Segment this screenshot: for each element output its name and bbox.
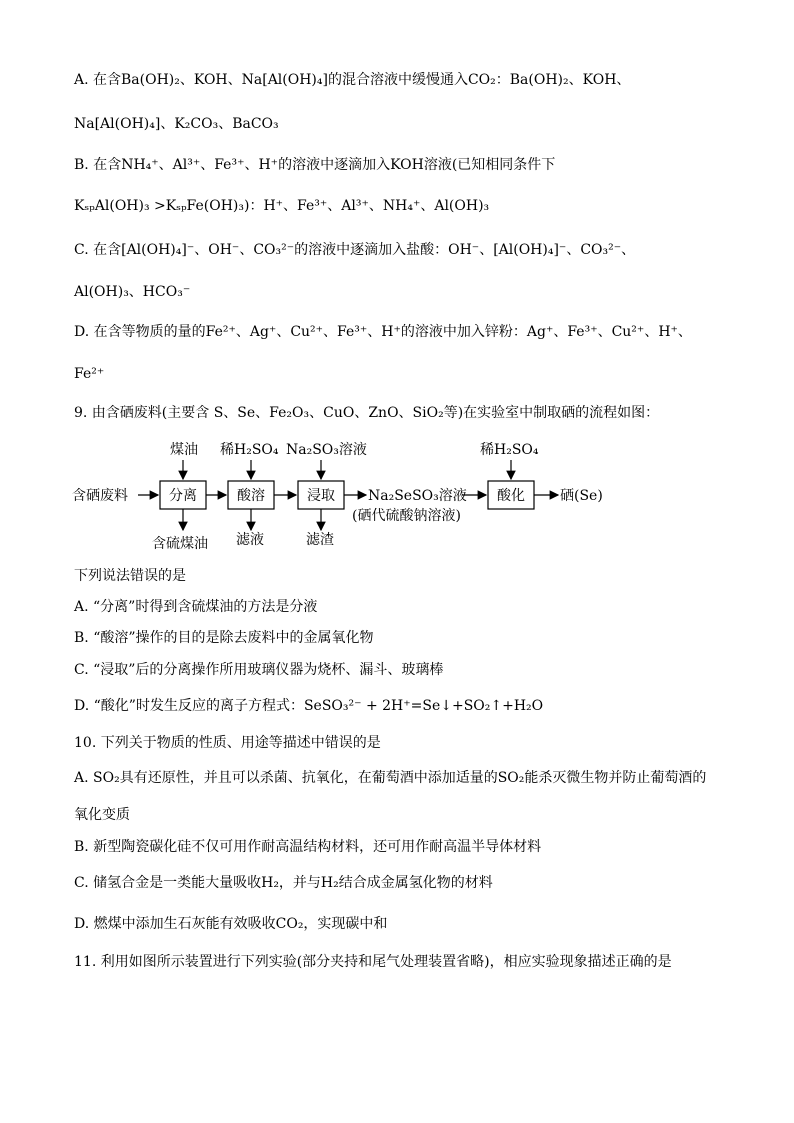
q11-stem: 11. 利用如图所示装置进行下列实验(部分夹持和尾气处理装置省略)，相应实验现象描述正确的是 bbox=[74, 954, 672, 970]
intermediate-solution-label: Na₂SeSO₃溶液 bbox=[368, 488, 467, 504]
q10-option-d: D. 燃煤中添加生石灰能有效吸收CO₂，实现碳中和 bbox=[74, 916, 388, 932]
byproduct-sulfur-kerosene: 含硫煤油 bbox=[152, 536, 208, 552]
q9-prompt: 下列说法错误的是 bbox=[74, 568, 186, 584]
q9-option-a: A. “分离”时得到含硫煤油的方法是分液 bbox=[74, 599, 318, 615]
q8-option-d-line1: D. 在含等物质的量的Fe²⁺、Ag⁺、Cu²⁺、Fe³⁺、H⁺的溶液中加入锌粉：Ag⁺、Fe³⁺、Cu²⁺、H⁺、 bbox=[74, 324, 692, 340]
q8-option-c-line2: Al(OH)₃、HCO₃⁻ bbox=[74, 284, 191, 300]
flow-output-label: 硒(Se) bbox=[560, 488, 603, 504]
intermediate-note: (硒代硫酸钠溶液) bbox=[352, 508, 461, 524]
q8-option-b-line1: B. 在含NH₄⁺、Al³⁺、Fe³⁺、H⁺的溶液中逐滴加入KOH溶液(已知相同条件下 bbox=[74, 157, 556, 173]
q9-option-c: C. “浸取”后的分离操作所用玻璃仪器为烧杯、漏斗、玻璃棒 bbox=[74, 662, 444, 678]
reagent-dilute-sulfuric-1: 稀H₂SO₄ bbox=[220, 442, 279, 458]
q10-option-a-line1: A. SO₂具有还原性，并且可以杀菌、抗氧化，在葡萄酒中添加适量的SO₂能杀灭微生物并防止葡萄酒的 bbox=[74, 770, 707, 786]
flow-input-label: 含硒废料 bbox=[72, 488, 128, 504]
q8-option-a-line1: A. 在含Ba(OH)₂、KOH、Na[Al(OH)₄]的混合溶液中缓慢通入CO₂：Ba(OH)₂、KOH、 bbox=[74, 72, 631, 88]
process-flow-diagram bbox=[70, 436, 630, 556]
reagent-kerosene: 煤油 bbox=[170, 442, 198, 458]
step-label-acid-dissolve: 酸溶 bbox=[237, 488, 265, 504]
step-label-acidify: 酸化 bbox=[497, 488, 525, 504]
step-label-leach: 浸取 bbox=[307, 488, 335, 504]
q8-option-a-line2: Na[Al(OH)₄]、K₂CO₃、BaCO₃ bbox=[74, 116, 279, 132]
q10-stem: 10. 下列关于物质的性质、用途等描述中错误的是 bbox=[74, 735, 381, 751]
q8-option-c-line1: C. 在含[Al(OH)₄]⁻、OH⁻、CO₃²⁻的溶液中逐滴加入盐酸：OH⁻、[Al(OH)₄]⁻、CO₃²⁻、 bbox=[74, 242, 636, 258]
reagent-dilute-sulfuric-2: 稀H₂SO₄ bbox=[480, 442, 539, 458]
q8-option-b-line2: KₛₚAl(OH)₃ >KₛₚFe(OH)₃)：H⁺、Fe³⁺、Al³⁺、NH₄⁺、Al(OH)₃ bbox=[74, 198, 490, 214]
q9-option-d: D. “酸化”时发生反应的离子方程式：SeSO₃²⁻ + 2H⁺=Se↓+SO₂↑+H₂O bbox=[74, 698, 544, 714]
q9-stem: 9. 由含硒废料(主要含 S、Se、Fe₂O₃、CuO、ZnO、SiO₂等)在实验室中制取硒的流程如图： bbox=[74, 405, 660, 421]
q10-option-a-line2: 氧化变质 bbox=[74, 807, 130, 823]
q9-option-b: B. “酸溶”操作的目的是除去废料中的金属氧化物 bbox=[74, 630, 374, 646]
byproduct-filtrate: 滤液 bbox=[236, 532, 264, 548]
reagent-sodium-sulfite: Na₂SO₃溶液 bbox=[286, 442, 367, 458]
q10-option-c: C. 储氢合金是一类能大量吸收H₂，并与H₂结合成金属氢化物的材料 bbox=[74, 875, 493, 891]
q10-option-b: B. 新型陶瓷碳化硅不仅可用作耐高温结构材料，还可用作耐高温半导体材料 bbox=[74, 839, 542, 855]
q8-option-d-line2: Fe²⁺ bbox=[74, 366, 105, 382]
step-label-separate: 分离 bbox=[169, 488, 197, 504]
byproduct-residue: 滤渣 bbox=[306, 532, 334, 548]
